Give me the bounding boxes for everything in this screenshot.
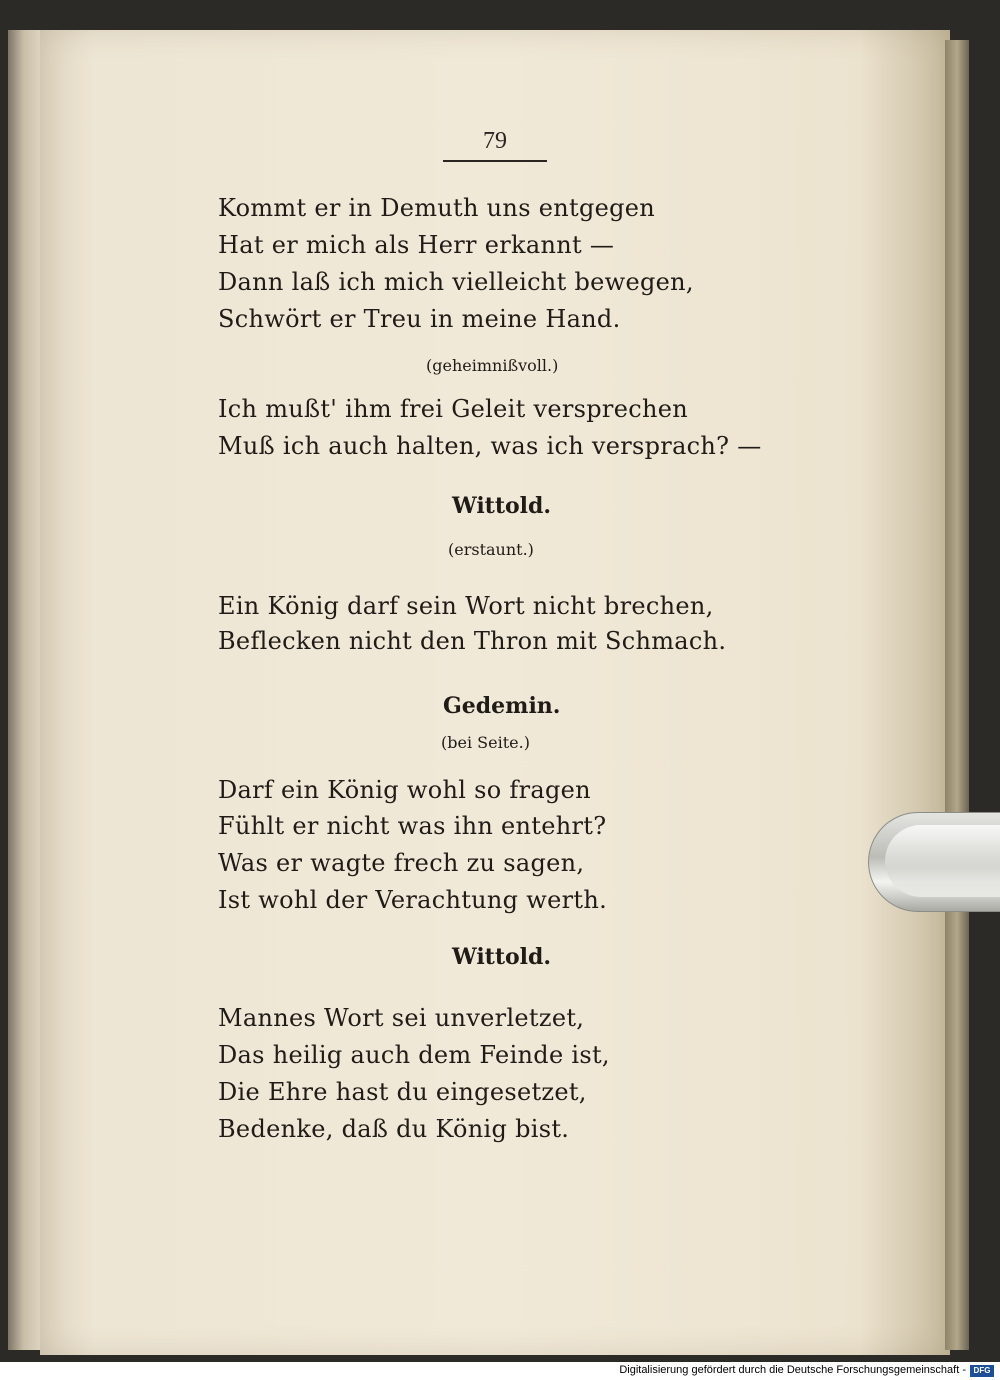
- verse-line: Muß ich auch halten, was ich versprach? —: [218, 432, 762, 460]
- verse-line: Bedenke, daß du König bist.: [218, 1115, 570, 1143]
- verse-line: Ist wohl der Verachtung werth.: [218, 886, 608, 914]
- speaker-name: Wittold.: [452, 493, 552, 519]
- verse-line: Beflecken nicht den Thron mit Schmach.: [218, 627, 727, 655]
- stage-direction: (bei Seite.): [441, 733, 530, 752]
- verse-line: Was er wagte frech zu sagen,: [218, 849, 585, 877]
- verse-line: Fühlt er nicht was ihn entehrt?: [218, 812, 607, 840]
- verse-line: Hat er mich als Herr erkannt —: [218, 231, 615, 259]
- verse-line: Ein König darf sein Wort nicht brechen,: [218, 592, 714, 620]
- verse-line: Mannes Wort sei unverletzet,: [218, 1004, 585, 1032]
- stage-direction: (erstaunt.): [448, 540, 534, 559]
- verse-line: Dann laß ich mich vielleicht bewegen,: [218, 268, 694, 296]
- speaker-name: Wittold.: [452, 944, 552, 970]
- digitization-credit: Digitalisierung gefördert durch die Deutsche Forschungsgemeinschaft -: [619, 1364, 966, 1376]
- page-number-rule: [443, 160, 547, 162]
- dfg-logo: DFG: [970, 1365, 994, 1377]
- verse-line: Das heilig auch dem Feinde ist,: [218, 1041, 610, 1069]
- verse-line: Kommt er in Demuth uns entgegen: [218, 194, 656, 222]
- verse-line: Ich mußt' ihm frei Geleit versprechen: [218, 395, 688, 423]
- speaker-name: Gedemin.: [443, 693, 561, 719]
- stage-direction: (geheimnißvoll.): [426, 356, 559, 375]
- verse-line: Darf ein König wohl so fragen: [218, 776, 591, 804]
- page-number: 79: [483, 128, 507, 154]
- verse-line: Die Ehre hast du eingesetzet,: [218, 1078, 587, 1106]
- verse-line: Schwört er Treu in meine Hand.: [218, 305, 621, 333]
